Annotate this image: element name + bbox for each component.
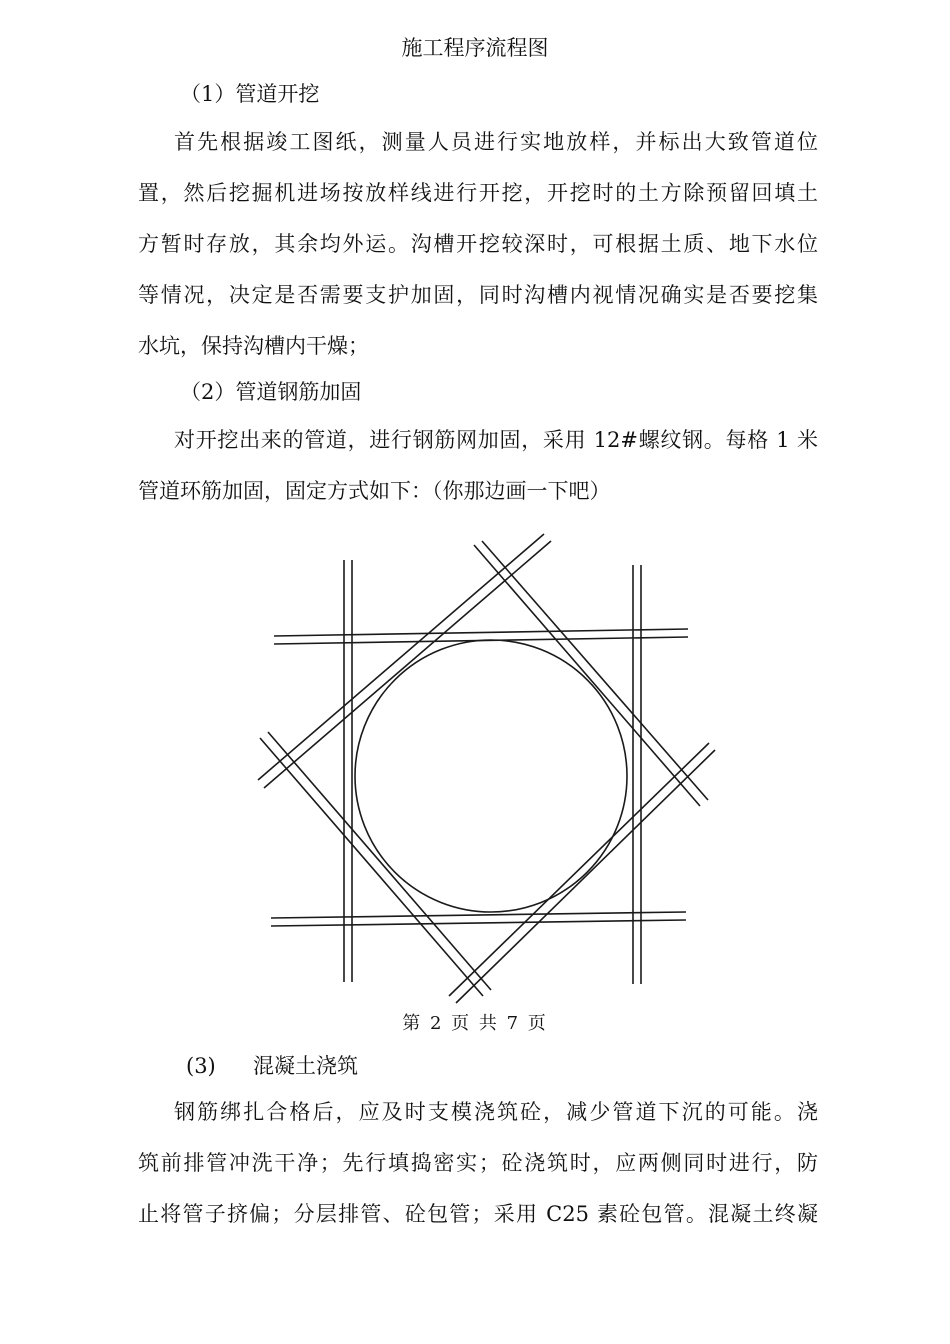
rebar-line	[271, 920, 686, 926]
section3-heading: 混凝土浇筑	[253, 1054, 358, 1078]
paragraph-line: 置，然后挖掘机进场按放样线进行开挖，开挖时的土方除预留回填土	[138, 181, 818, 205]
paragraph-line: 对开挖出来的管道，进行钢筋网加固，采用 12#螺纹钢。每格 1 米	[174, 428, 818, 452]
rebar-line	[274, 637, 688, 644]
rebar-reinforcement-diagram	[250, 530, 730, 1010]
rebar-line	[264, 541, 551, 788]
page-number-footer: 第 2 页 共 7 页	[402, 1013, 548, 1034]
pipe-circle	[355, 640, 627, 912]
section2-paragraph	[138, 415, 818, 517]
paragraph-line: 等情况，决定是否需要支护加固，同时沟槽内视情况确实是否要挖集	[138, 283, 818, 307]
paragraph-line: 止将管子挤偏；分层排管、砼包管；采用 C25 素砼包管。混凝土终凝	[138, 1202, 818, 1226]
rebar-line	[449, 743, 709, 996]
rebar-line	[260, 738, 483, 996]
rebar-line	[274, 629, 688, 636]
paragraph-line: 水坑，保持沟槽内干燥；	[138, 334, 369, 358]
rebar-lines	[258, 534, 715, 1003]
rebar-line	[482, 541, 708, 800]
section1-heading: （1）管道开挖	[180, 82, 320, 106]
rebar-line	[271, 912, 686, 918]
page-title: 施工程序流程图	[401, 36, 549, 60]
section3-paragraph	[138, 1087, 818, 1240]
rebar-line	[258, 534, 544, 780]
paragraph-line: 方暂时存放，其余均外运。沟槽开挖较深时，可根据土质、地下水位	[138, 232, 818, 256]
rebar-line	[456, 750, 715, 1003]
rebar-line	[474, 545, 700, 806]
paragraph-line: 首先根据竣工图纸，测量人员进行实地放样，并标出大致管道位	[174, 130, 818, 154]
paragraph-line: 筑前排管冲洗干净；先行填捣密实；砼浇筑时，应两侧同时进行，防	[138, 1151, 818, 1175]
paragraph-line: 钢筋绑扎合格后，应及时支模浇筑砼，减少管道下沉的可能。浇	[174, 1100, 818, 1124]
paragraph-line: 管道环筋加固，固定方式如下：（你那边画一下吧）	[138, 479, 611, 503]
section3-heading-number: (3)	[186, 1054, 216, 1078]
section1-paragraph	[138, 117, 818, 372]
section2-heading: （2）管道钢筋加固	[180, 380, 362, 404]
rebar-line	[268, 732, 491, 990]
